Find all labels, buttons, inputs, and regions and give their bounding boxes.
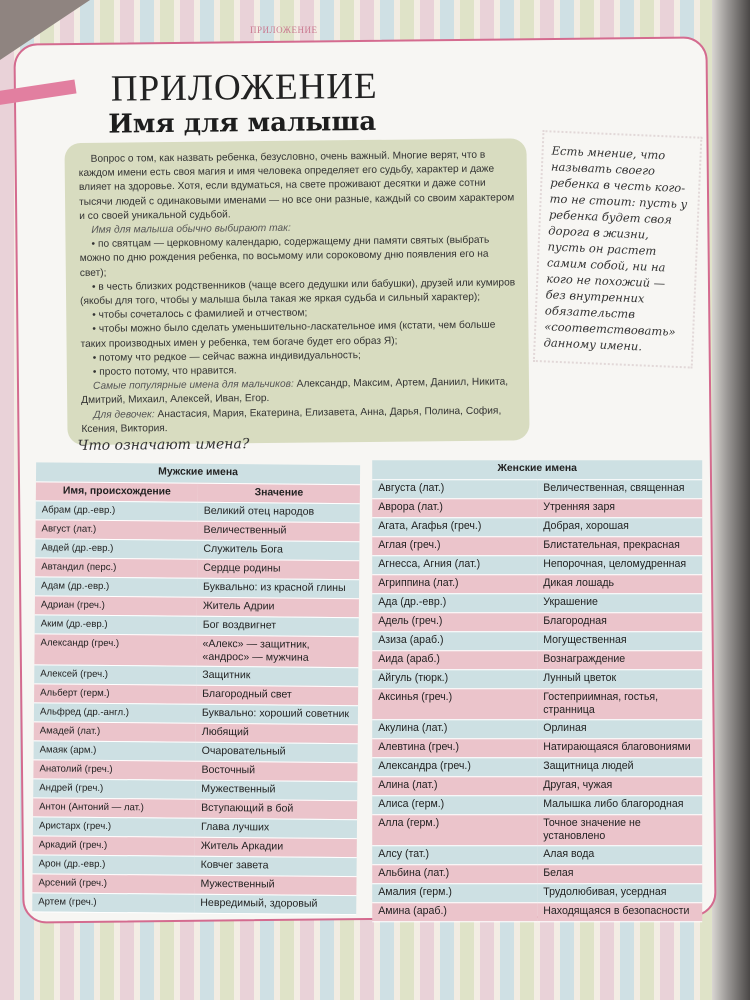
meaning-cell: Величественная, священная <box>537 479 702 498</box>
meaning-cell: Ковчег завета <box>195 856 357 876</box>
table-row <box>372 738 702 757</box>
name-cell: Абрам (др.-евр.) <box>36 500 198 520</box>
name-cell: Август (лат.) <box>35 519 197 539</box>
intro-bullet: • просто потому, что нравится. <box>92 365 237 378</box>
table-row <box>372 574 702 593</box>
intro-box <box>64 138 529 445</box>
name-cell: Ада (др.-евр.) <box>372 593 537 612</box>
meaning-cell: Украшение <box>537 593 702 612</box>
meaning-cell: Мужественный <box>195 780 357 800</box>
name-cell: Аглая (греч.) <box>372 536 537 555</box>
male-table-title: Мужские имена <box>36 462 360 484</box>
name-cell: Арсений (греч.) <box>32 873 194 893</box>
table-row <box>372 814 702 845</box>
meaning-cell: Глава лучших <box>195 818 357 838</box>
table-row <box>372 688 702 719</box>
name-cell: Аристарх (греч.) <box>33 816 195 836</box>
name-cell: Анатолий (греч.) <box>33 759 195 779</box>
table-row <box>372 776 702 795</box>
table-row <box>372 612 702 631</box>
name-cell: Агнесса, Агния (лат.) <box>372 555 537 574</box>
name-cell: Агриппина (лат.) <box>372 574 537 593</box>
name-cell: Александра (греч.) <box>372 757 537 776</box>
table-row <box>34 633 358 667</box>
boys-label: Самые популярные имена для мальчиков: <box>92 378 294 393</box>
table-row <box>372 864 702 883</box>
meaning-cell: Буквально: из красной глины <box>197 578 359 598</box>
name-cell: Аида (араб.) <box>372 650 537 669</box>
meaning-cell: Вступающий в бой <box>195 799 357 819</box>
name-cell: Алиса (герм.) <box>372 795 537 814</box>
header-name: Имя, происхождение <box>36 481 198 501</box>
name-cell: Амалия (герм.) <box>372 883 537 902</box>
meaning-cell: Малышка либо благородная <box>537 795 702 814</box>
table-row <box>372 883 702 902</box>
popular-boys <box>81 376 517 409</box>
table-row <box>372 498 702 517</box>
meaning-cell: Непорочная, целомудренная <box>537 555 702 574</box>
boys-names: Александр, Максим, Артем, Даниил, Никита, Дмитрий, Михаил, Алексей, Иван, Егор. <box>81 376 509 407</box>
name-cell: Александр (греч.) <box>34 633 196 665</box>
intro-bullet: • чтобы сочеталось с фамилией и отчеством; <box>92 307 308 322</box>
girls-label: Для девочек: <box>93 408 155 421</box>
name-cell: Артем (греч.) <box>32 892 194 912</box>
meaning-cell: Служитель Бога <box>197 540 359 560</box>
section-title: Что означают имена? <box>77 436 250 455</box>
table-row <box>372 631 702 650</box>
female-table-title: Женские имена <box>372 460 702 479</box>
meaning-cell: Благородный свет <box>196 685 358 705</box>
meaning-cell: Трудолюбивая, усердная <box>537 883 702 902</box>
meaning-cell: Добрая, хорошая <box>537 517 702 536</box>
meaning-cell: Благородная <box>537 612 702 631</box>
intro-bullet: • потому что редкое — сейчас важна индивидуальность; <box>92 349 361 364</box>
name-cell: Арон (др.-евр.) <box>33 854 195 874</box>
meaning-cell: Другая, чужая <box>537 776 702 795</box>
book-edge <box>712 0 750 1000</box>
meaning-cell: Защитник <box>196 666 358 686</box>
table-row <box>372 479 702 498</box>
name-cell: Антон (Антоний — лат.) <box>33 797 195 817</box>
name-cell: Акулина (лат.) <box>372 719 537 738</box>
name-cell: Августа (лат.) <box>372 479 537 498</box>
meaning-cell: Величественный <box>197 521 359 541</box>
name-cell: Адель (греч.) <box>372 612 537 631</box>
name-cell: Андрей (греч.) <box>33 778 195 798</box>
name-cell: Адам (др.-евр.) <box>35 576 197 596</box>
meaning-cell: Лунный цветок <box>537 669 702 688</box>
name-cell: Алсу (тат.) <box>372 845 537 864</box>
name-cell: Алина (лат.) <box>372 776 537 795</box>
table-row <box>372 593 702 612</box>
intro-paragraph: Вопрос о том, как назвать ребенка, безусловно, очень важный. Многие верят, что в каждом имени есть своя магия и имя человека определяет его судьбу, характер и даже влияет на здоровье. Хотя, если вдуматься, на свете проживают десятки и даже сотни тысячи людей с одинаковыми именами — но все они разные, каждый со своим характером и со своей уникальной судьбой. <box>78 149 515 222</box>
intro-lead: Имя для малыша обычно выбирают так: <box>91 222 291 236</box>
female-names-table <box>372 460 702 922</box>
name-cell: Аркадий (греч.) <box>33 835 195 855</box>
meaning-cell: Натирающаяся благовониями <box>537 738 702 757</box>
page-subtitle: Имя для малыша <box>108 106 377 140</box>
meaning-cell: Невредимый, здоровый <box>194 894 356 914</box>
table-row <box>372 757 702 776</box>
meaning-cell: Алая вода <box>537 845 702 864</box>
intro-bullet: • чтобы можно было сделать уменьшительно-ласкательное имя (кстати, чем больше таких производных имен у ребенка, тем богаче будет его образ Я); <box>80 320 496 350</box>
name-cell: Айгуль (тюрк.) <box>372 669 537 688</box>
name-cell: Амадей (лат.) <box>34 721 196 741</box>
table-row <box>372 517 702 536</box>
meaning-cell: Защитница людей <box>537 757 702 776</box>
meaning-cell: Находящаяся в безопасности <box>537 902 702 921</box>
name-cell: Автандил (перс.) <box>35 557 197 577</box>
meaning-cell: Орлиная <box>537 719 702 738</box>
girls-names: Анастасия, Мария, Екатерина, Елизавета, Анна, Дарья, Полина, София, Ксения, Виктория. <box>81 405 502 435</box>
header-meaning: Значение <box>198 483 360 503</box>
name-cell: Аврора (лат.) <box>372 498 537 517</box>
name-cell: Амина (араб.) <box>372 902 537 921</box>
meaning-cell: Очаровательный <box>196 742 358 762</box>
table-row <box>372 795 702 814</box>
meaning-cell: Восточный <box>195 761 357 781</box>
book-page <box>13 36 716 923</box>
meaning-cell: Житель Адрии <box>197 597 359 617</box>
name-cell: Адриан (греч.) <box>35 595 197 615</box>
name-cell: Альберт (герм.) <box>34 683 196 703</box>
name-cell: Аксинья (греч.) <box>372 688 537 719</box>
table-row <box>372 845 702 864</box>
popular-girls <box>81 404 517 437</box>
meaning-cell: Бог воздвигнет <box>197 616 359 636</box>
meaning-cell: Точное значение не установлено <box>537 814 702 845</box>
meaning-cell: Великий отец народов <box>198 502 360 522</box>
table-row <box>32 892 356 914</box>
meaning-cell: Гостеприимная, гостья, странница <box>537 688 702 719</box>
meaning-cell: Сердце родины <box>197 559 359 579</box>
name-cell: Амаяк (арм.) <box>34 740 196 760</box>
meaning-cell: Могущественная <box>537 631 702 650</box>
name-cell: Альбина (лат.) <box>372 864 537 883</box>
meaning-cell: Белая <box>537 864 702 883</box>
meaning-cell: Вознаграждение <box>537 650 702 669</box>
name-cell: Агата, Агафья (греч.) <box>372 517 537 536</box>
male-names-table <box>32 462 360 914</box>
table-row <box>372 719 702 738</box>
name-cell: Альфред (др.-англ.) <box>34 702 196 722</box>
intro-bullets <box>79 234 516 381</box>
meaning-cell: Утренняя заря <box>537 498 702 517</box>
meaning-cell: Буквально: хороший советник <box>196 704 358 724</box>
table-row <box>372 902 702 921</box>
page-title: ПРИЛОЖЕНИЕ <box>110 65 378 110</box>
intro-bullet: • в честь близких родственников (чаще всего дедушки или бабушки), друзей или кумиров (якобы для того, чтобы у малыша была такая же яркая судьба и сильный характер); <box>80 277 516 308</box>
intro-bullet: • по святцам — церковному календарю, содержащему дни памяти святых (выбрать можно по дню рождения ребенка, по восьмому или сороковому дню появления его на свет); <box>79 234 490 279</box>
table-row <box>372 555 702 574</box>
name-cell: Алла (герм.) <box>372 814 537 845</box>
table-row <box>372 536 702 555</box>
page-tab <box>0 80 77 106</box>
meaning-cell: Житель Аркадии <box>195 837 357 857</box>
meaning-cell: «Алекс» — защитник, «андрос» — мужчина <box>196 635 358 667</box>
name-cell: Аким (др.-евр.) <box>35 614 197 634</box>
table-row <box>372 669 702 688</box>
meaning-cell: Дикая лошадь <box>537 574 702 593</box>
meaning-cell: Любящий <box>196 723 358 743</box>
table-row <box>372 650 702 669</box>
name-cell: Авдей (др.-евр.) <box>35 538 197 558</box>
sidebar-quote: Есть мнение, что называть своего ребенка в честь кого-то не стоит: пусть у ребенка будет своя дорога в жизни, пусть он растет самим собой, ни на кого не похожий — без внутренних обязательств «соответствовать» данному имени. <box>533 130 703 368</box>
name-cell: Азиза (араб.) <box>372 631 537 650</box>
name-cell: Алевтина (греч.) <box>372 738 537 757</box>
name-cell: Алексей (греч.) <box>34 664 196 684</box>
meaning-cell: Блистательная, прекрасная <box>537 536 702 555</box>
running-head: ПРИЛОЖЕНИЕ <box>250 25 318 35</box>
meaning-cell: Мужественный <box>194 875 356 895</box>
